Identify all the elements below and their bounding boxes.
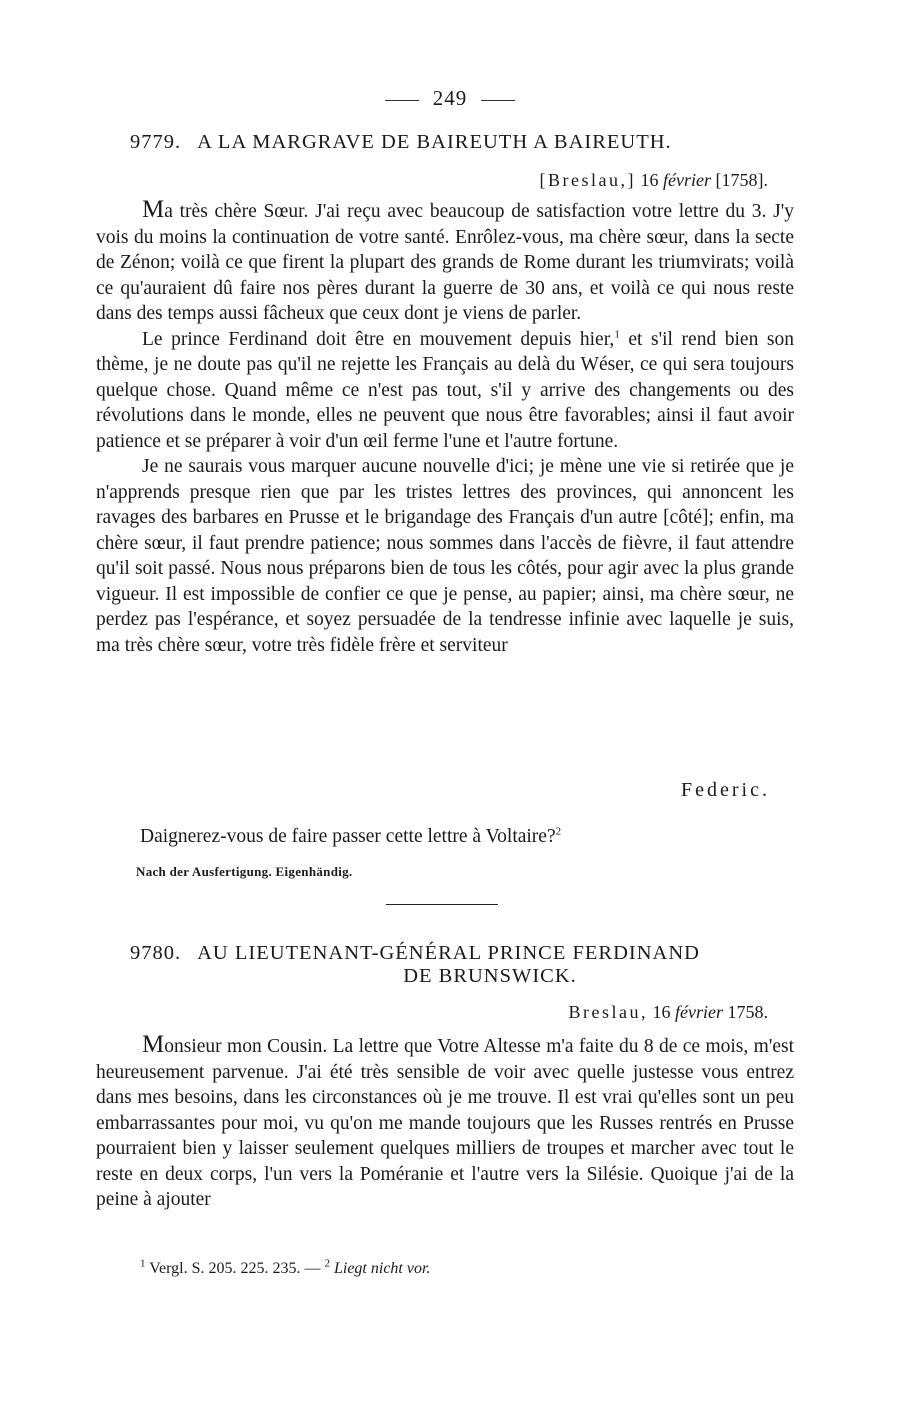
letter1-dateline [540,170,768,191]
footnote-2-mark: 2 [324,1257,330,1270]
footnote-2-text: Liegt nicht vor. [333,1260,431,1277]
letter1-date-place: [Breslau,] [539,170,637,190]
letter2-title-line1: AU LIEUTENANT-GÉNÉRAL PRINCE FERDINAND [197,942,700,964]
section-divider [386,904,498,905]
footnotes [140,1257,431,1278]
letter2-paragraph-1-text: onsieur mon Cousin. La lettre que Votre Altesse m'a faite du 8 de ce mois, m'est heureusement parvenue. J'ai été très sensible de voir avec quelle justesse vous entrez dans mes besoins, dans les circonstances où je me trouve. Il est vrai qu'elles sont un peu embarrassantes pour moi, vu qu'on me mande toujours que les Russes rentrés en Prusse pourraient bien y laisser seulement quelques milliers de troupes et marcher avec tout le reste en deux corps, l'un vers la Poméranie et l'autre vers la Silésie. Quoique j'ai de la peine à ajouter [96,1036,794,1210]
letter2-paragraph-1 [96,1032,794,1213]
footnote-1-mark: 1 [140,1257,146,1270]
letter2-date-word: février [675,1002,723,1022]
letter1-paragraph-2 [96,327,794,455]
letter1-source-note: Nach der Ausfertigung. Eigenhändig. [136,864,353,879]
page-number-text: 249 [432,86,468,110]
page-number-dash-left [385,100,419,101]
letter1-number: 9779. [130,131,182,153]
letter2-title-line2: DE BRUNSWICK. [403,965,577,987]
letter1-title: A LA MARGRAVE DE BAIREUTH A BAIREUTH. [197,131,672,153]
letter1-paragraph-3 [96,454,794,658]
letter1-initial: M [142,196,165,223]
letter2-body [96,1032,794,1213]
letter1-date-day: 16 [640,170,659,190]
letter2-date-year: 1758. [727,1002,768,1022]
page-number [0,86,900,111]
letter1-heading [130,131,810,154]
letter1-body [96,197,794,658]
letter2-number: 9780. [130,942,182,964]
letter1-paragraph-2-text-b: et s'il rend bien son thème, je ne doute pas qu'il ne rejette les Français au delà du Wéser, ce qui sera toujours quelque chose. Quand même ce n'est pas tout, s'il y arrive des changements ou des révolutions dans le monde, elles ne peuvent que nous être favorables; ainsi il faut avoir patience et se préparer à voir d'un œil ferme l'une et l'autre fortune. [96,328,795,452]
letter1-date-word: février [663,170,711,190]
letter1-paragraph-1-text: a très chère Sœur. J'ai reçu avec beaucoup de satisfaction votre lettre du 3. J'y vois du moins la continuation de votre santé. Enrôlez-vous, ma chère sœur, dans la secte de Zénon; voilà ce que firent la plupart des grands de Rome durant les triumvirats; voilà ce qu'auraient dû faire nos pères durant la guerre de 30 ans, et voilà ce qui nous reste dans des temps aussi fâcheux que ceux dont je viens de parler. [96,201,794,324]
letter2-initial: M [142,1031,165,1058]
footnote-ref-1: 1 [614,328,620,340]
letter1-signature: Federic. [681,779,770,801]
footnote-1-text: Vergl. S. 205. 225. 235. — [149,1260,321,1277]
footnote-ref-2: 2 [555,825,562,838]
letter1-postscript-text: Daignerez-vous de faire passer cette lettre à Voltaire? [140,826,556,847]
letter1-date-year: [1758]. [715,170,768,190]
letter2-date-place: Breslau, [568,1002,649,1022]
letter2-heading [130,942,810,988]
letter1-paragraph-2-text-a: Le prince Ferdinand doit être en mouvement depuis hier, [142,328,615,350]
letter1-paragraph-1 [96,197,794,327]
letter2-dateline [569,1002,768,1023]
letter1-postscript [140,826,820,848]
page-number-dash-right [481,100,515,101]
letter2-date-day: 16 [652,1002,671,1022]
letter1-paragraph-3-text: Je ne saurais vous marquer aucune nouvelle d'ici; je mène une vie si retirée que je n'apprends presque rien que par les tristes lettres des provinces, qui annoncent les ravages des barbares en Prusse et le brigandage des Français d'un autre [côté]; enfin, ma chère sœur, il faut prendre patience; nous sommes dans l'accès de fièvre, il faut attendre qu'il soit passé. Nous nous préparons bien de tous les côtés, pour agir avec la plus grande vigueur. Il est impossible de confier ce que je pense, au papier; ainsi, ma chère sœur, ne perdez pas l'espérance, et soyez persuadée de la tendresse infinie avec laquelle je suis, ma très chère sœur, votre très fidèle frère et serviteur [96,456,794,656]
